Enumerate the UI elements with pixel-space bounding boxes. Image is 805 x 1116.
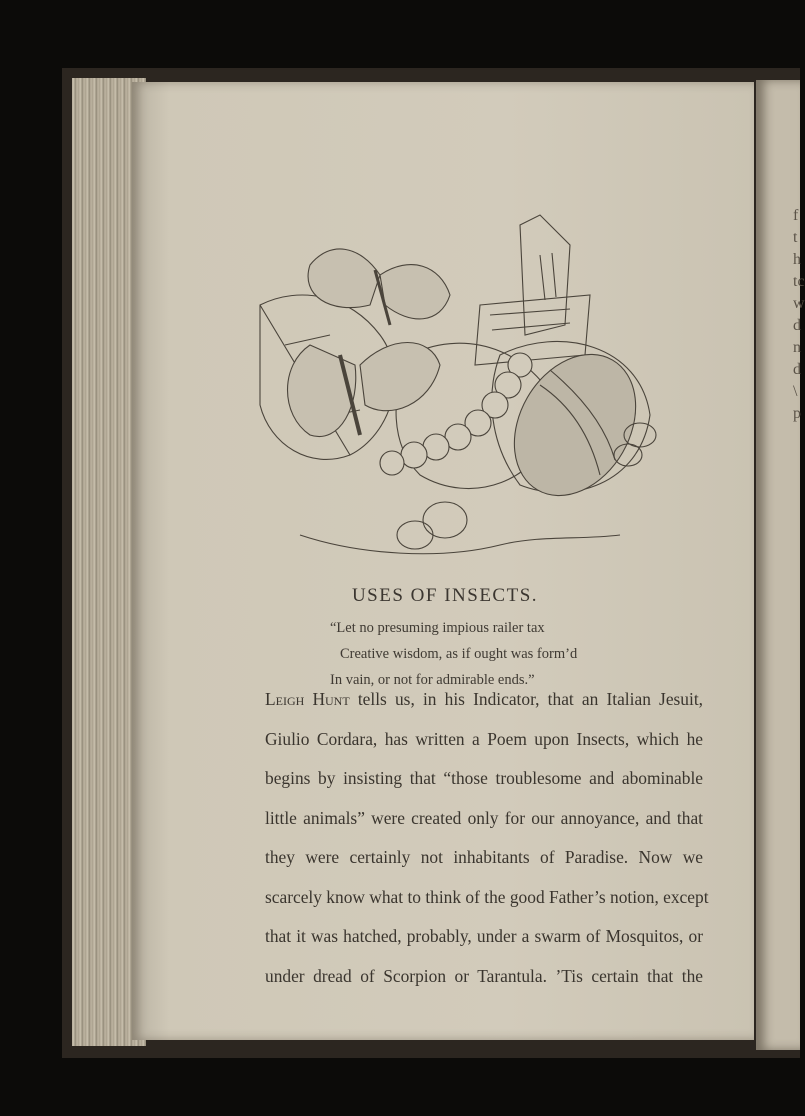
body-line: Leigh Hunt tells us, in his Indicator, that an Italian Jesuit, [265,689,704,709]
body-line: under dread of Scorpion or Tarantula. ’Tis certain that the [265,965,703,986]
body-line: that it was hatched, probably, under a swarm of Mosquitos, or [265,926,703,946]
body-line: scarcely know what to think of the good Father’s notion, except [265,886,709,907]
quote-line: Creative wisdom, as if ought was form’d [340,646,578,662]
quote-line: In vain, or not for admirable ends.” [330,672,535,688]
insect-engraving [240,205,660,575]
quote-line: “Let no presuming impious railer tax [330,620,545,636]
body-line: begins by insisting that “those troublesome and abominable [265,768,703,788]
next-page-letters: f t h tc w d n d \ p [793,207,805,422]
author-name: Leigh Hunt [265,689,350,709]
body-line: they were certainly not inhabitants of Paradise. Now we [265,847,703,867]
section-title: USES OF INSECTS. [351,585,539,606]
body-paragraph [265,680,709,996]
body-line: little animals” were created only for our annoyance, and that [265,807,703,828]
body-line: Giulio Cordara, has written a Poem upon Insects, which he [265,728,703,749]
